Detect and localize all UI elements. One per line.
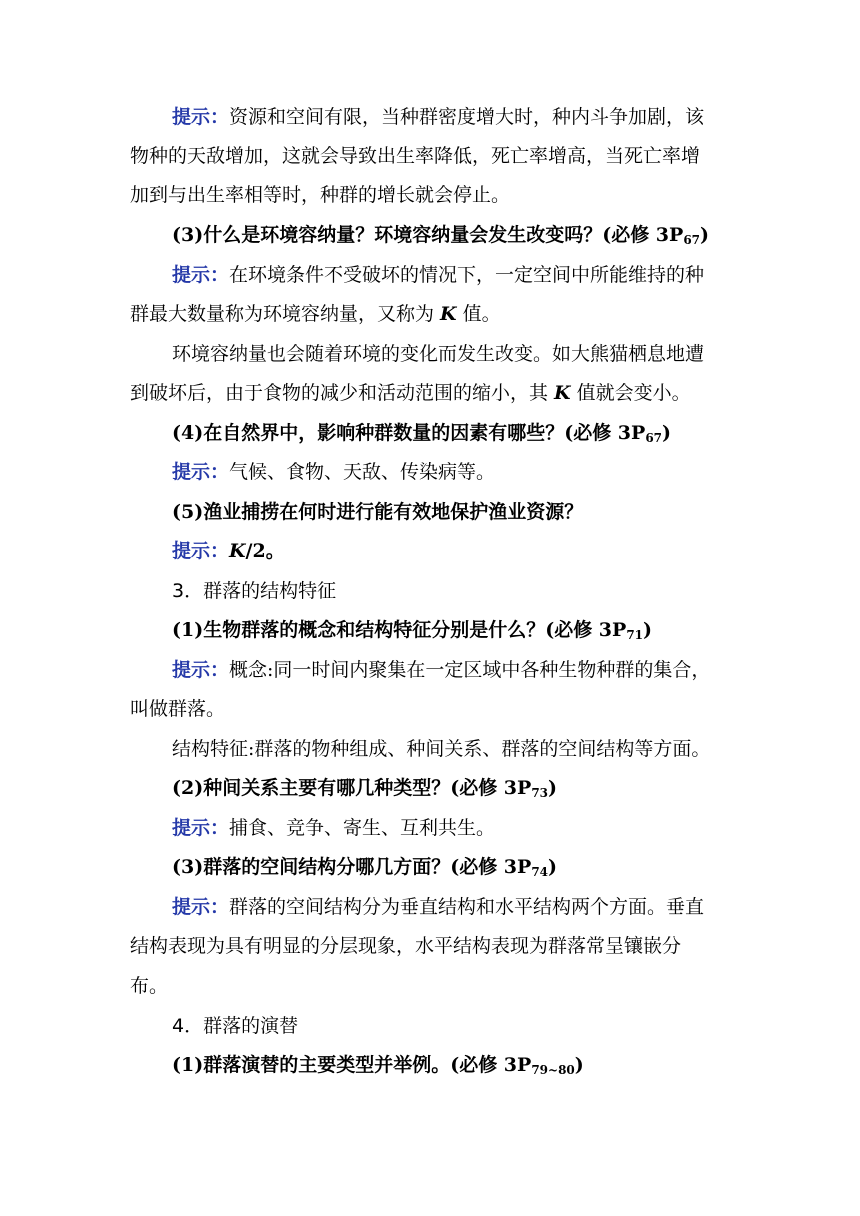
- hint-text: 加到与出生率相等时，种群的增长就会停止。: [130, 184, 511, 206]
- k-symbol: K: [440, 303, 457, 325]
- question-end: ): [643, 619, 653, 641]
- hint-text: 布。: [130, 975, 169, 997]
- hint-label: 提示：: [172, 461, 230, 483]
- page-subscript: 71: [626, 628, 644, 642]
- hint-text: 叫做群落。: [130, 698, 226, 720]
- hint-text: 气候、食物、天敌、传染病等。: [229, 461, 496, 483]
- question-end: ): [548, 777, 558, 799]
- question-end: ): [574, 1054, 584, 1076]
- hint-q3-3-line-1: [172, 894, 860, 920]
- hint-label: 提示：: [172, 264, 230, 286]
- hint-label: 提示：: [172, 659, 230, 681]
- hint-text: 值。: [456, 303, 501, 325]
- body-text: 环境容纳量也会随着环境的变化而发生改变。如大熊猫栖息地遭: [172, 343, 705, 365]
- hint-text: 捕食、竞争、寄生、互利共生。: [229, 817, 496, 839]
- section-heading-3: [172, 578, 860, 604]
- question-end: ): [662, 422, 672, 444]
- hint-text: 在环境条件不受破坏的情况下，一定空间中所能维持的种: [229, 264, 705, 286]
- page-subscript: 67: [683, 233, 701, 247]
- page-subscript: 73: [531, 786, 549, 800]
- hint-text: 群最大数量称为环境容纳量，又称为: [130, 303, 441, 325]
- page-subscript: 74: [531, 865, 549, 879]
- question-4: [172, 420, 860, 446]
- question-text: (1)生物群落的概念和结构特征分别是什么？(必修 3P: [172, 619, 627, 641]
- hint-q3-1-line-2: [130, 696, 860, 722]
- hint-text: 结构表现为具有明显的分层现象，水平结构表现为群落常呈镶嵌分: [130, 935, 682, 957]
- question-text: (1)群落演替的主要类型并举例。(必修 3P: [172, 1054, 532, 1076]
- hint-label: 提示：: [172, 896, 230, 918]
- hint-q3-3-line-2: [130, 933, 860, 959]
- hint-q4: [172, 459, 860, 485]
- body-text: 到破坏后，由于食物的减少和活动范围的缩小，其: [130, 382, 555, 404]
- page-subscript: 67: [645, 431, 663, 445]
- hint-q3-1-line-1: [172, 657, 860, 683]
- question-text: (3)什么是环境容纳量？环境容纳量会发生改变吗？(必修 3P: [172, 224, 684, 246]
- hint-text: 资源和空间有限，当种群密度增大时，种内斗争加剧，该: [229, 106, 705, 128]
- k-symbol: K: [229, 540, 246, 562]
- question-3: [172, 222, 860, 248]
- hint-paragraph-1-line-3: [130, 182, 860, 208]
- hint-paragraph-1-line-1: [172, 104, 730, 130]
- hint-q3-line-2: [130, 301, 860, 327]
- heading-text: 4．群落的演替: [172, 1015, 299, 1037]
- hint-text: 概念:同一时间内聚集在一定区域中各种生物种群的集合，: [229, 659, 711, 681]
- body-text: 值就会变小。: [570, 382, 691, 404]
- k-symbol: K: [554, 382, 571, 404]
- question-4-1: [172, 1052, 860, 1078]
- question-3-3: [172, 854, 860, 880]
- hint-label: 提示：: [172, 817, 230, 839]
- paragraph-capacity-line-1: [172, 341, 860, 367]
- hint-text: 物种的天敌增加，这就会导致出生率降低，死亡率增高，当死亡率增: [130, 145, 701, 167]
- question-text: (3)群落的空间结构分哪几方面？(必修 3P: [172, 856, 532, 878]
- question-5: [172, 499, 860, 525]
- hint-q3-1-line-3: [172, 736, 860, 762]
- page-subscript: 79~80: [531, 1063, 575, 1077]
- hint-paragraph-1-line-2: [130, 143, 730, 169]
- hint-text: 群落的空间结构分为垂直结构和水平结构两个方面。垂直: [229, 896, 705, 918]
- hint-q3-line-1: [172, 262, 860, 288]
- hint-q5: [172, 538, 860, 564]
- hint-text: /2。: [245, 540, 285, 562]
- hint-text: 结构特征:群落的物种组成、种间关系、群落的空间结构等方面。: [172, 738, 711, 760]
- hint-label: 提示：: [172, 540, 230, 562]
- question-3-1: [172, 617, 860, 643]
- hint-q3-2: [172, 815, 860, 841]
- hint-label: 提示：: [172, 106, 230, 128]
- question-3-2: [172, 775, 860, 801]
- question-end: ): [548, 856, 558, 878]
- paragraph-capacity-line-2: [130, 380, 860, 406]
- hint-q3-3-line-3: [130, 973, 860, 999]
- section-heading-4: [172, 1013, 860, 1039]
- question-text: (2)种间关系主要有哪几种类型？(必修 3P: [172, 777, 532, 799]
- heading-text: 3．群落的结构特征: [172, 580, 337, 602]
- question-text: (4)在自然界中，影响种群数量的因素有哪些？(必修 3P: [172, 422, 646, 444]
- question-end: ): [700, 224, 710, 246]
- question-text: (5)渔业捕捞在何时进行能有效地保护渔业资源？: [172, 501, 584, 523]
